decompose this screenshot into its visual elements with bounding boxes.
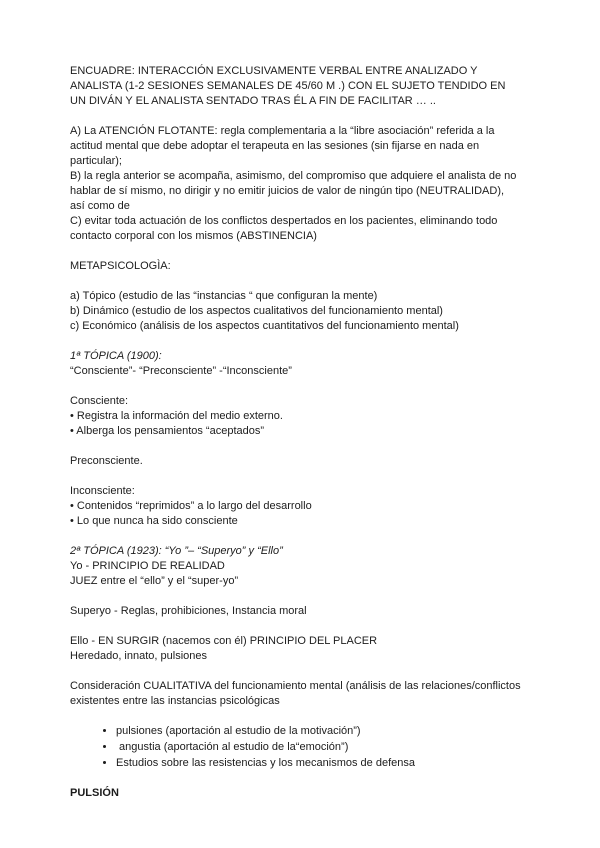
primera-topica-heading — [70, 349, 584, 364]
text-line: Heredado, innato, pulsiones — [70, 650, 207, 662]
text-line: UN DIVÁN Y EL ANALISTA SENTADO TRAS ÉL A FIN DE FACILITAR … .. — [70, 95, 436, 107]
text-line: Inconsciente: — [70, 485, 135, 497]
text-line: A) La ATENCIÓN FLOTANTE: regla complementaria a la “libre asociación” referida a la — [70, 125, 495, 137]
aportaciones-list — [70, 724, 584, 771]
text-line: así como de — [70, 200, 130, 212]
text-line: • Alberga los pensamientos “aceptados” — [70, 425, 265, 437]
enfoques-paragraph — [70, 289, 584, 334]
text-line: • Lo que nunca ha sido consciente — [70, 515, 238, 527]
text-line: Consciente: — [70, 395, 129, 407]
bullet-item: • angustia (aportación al estudio de la“emoción”) — [116, 740, 584, 755]
encuadre-paragraph — [70, 64, 584, 109]
ello-paragraph — [70, 634, 584, 664]
text-line: ANALISTA (1-2 SESIONES SEMANALES DE 45/60 M .) CON EL SUJETO TENDIDO EN — [70, 80, 506, 92]
text-line: Preconsciente. — [70, 455, 143, 467]
text-line: contacto corporal con los mismos (ABSTINENCIA) — [70, 230, 317, 242]
metapsicologia-heading — [70, 259, 584, 274]
text-line: ENCUADRE: INTERACCIÓN EXCLUSIVAMENTE VERBAL ENTRE ANALIZADO Y — [70, 65, 478, 77]
text-line: 2ª TÓPICA (1923): “Yo ”– “Superyo” y “Ello” — [70, 545, 283, 557]
text-line: • Registra la información del medio externo. — [70, 410, 283, 422]
inconsciente-paragraph — [70, 484, 584, 529]
document-body — [70, 64, 584, 801]
bullet-item: • pulsiones (aportación al estudio de la motivación”) — [116, 724, 584, 739]
reglas-paragraph — [70, 124, 584, 244]
text-line: • Contenidos “reprimidos” a lo largo del desarrollo — [70, 500, 312, 512]
preconsciente-paragraph — [70, 454, 584, 469]
text-line: Ello - EN SURGIR (nacemos con él) PRINCIPIO DEL PLACER — [70, 635, 378, 647]
text-line: METAPSICOLOGÌA: — [70, 260, 171, 272]
text-line: existentes entre las instancias psicológicas — [70, 695, 280, 707]
bullet-item: • Estudios sobre las resistencias y los mecanismos de defensa — [116, 756, 584, 771]
primera-topica-instancias — [70, 364, 584, 379]
text-line: Superyo - Reglas, prohibiciones, Instancia moral — [70, 605, 307, 617]
text-line: PULSIÓN — [70, 787, 119, 799]
consciente-paragraph — [70, 394, 584, 439]
text-line: hablar de sí mismo, no dirigir y no emitir juicios de valor de ningún tipo (NEUTRALIDAD), — [70, 185, 505, 197]
consideracion-paragraph — [70, 679, 584, 709]
superyo-paragraph — [70, 604, 584, 619]
segunda-topica-heading — [70, 544, 584, 559]
text-line: Consideración CUALITATIVA del funcionamiento mental (análisis de las relaciones/conflictos — [70, 680, 521, 692]
text-line: particular); — [70, 155, 122, 167]
pulsion-heading — [70, 786, 584, 801]
text-line: “Consciente”- “Preconsciente” -“Inconsciente” — [70, 365, 292, 377]
text-line: a) Tópico (estudio de las “instancias “ que configuran la mente) — [70, 290, 378, 302]
text-line: C) evitar toda actuación de los conflictos despertados en los pacientes, eliminando todo — [70, 215, 498, 227]
text-line: c) Económico (análisis de los aspectos cuantitativos del funcionamiento mental) — [70, 320, 459, 332]
text-line: actitud mental que debe adoptar el terapeuta en las sesiones (sin fijarse en nada en — [70, 140, 480, 152]
text-line: JUEZ entre el “ello” y el “super-yo” — [70, 575, 239, 587]
text-line: 1ª TÓPICA (1900): — [70, 350, 162, 362]
text-line: Yo - PRINCIPIO DE REALIDAD — [70, 560, 225, 572]
text-line: B) la regla anterior se acompaña, asimismo, del compromiso que adquiere el analista de no — [70, 170, 517, 182]
yo-paragraph — [70, 559, 584, 589]
text-line: b) Dinámico (estudio de los aspectos cualitativos del funcionamiento mental) — [70, 305, 443, 317]
